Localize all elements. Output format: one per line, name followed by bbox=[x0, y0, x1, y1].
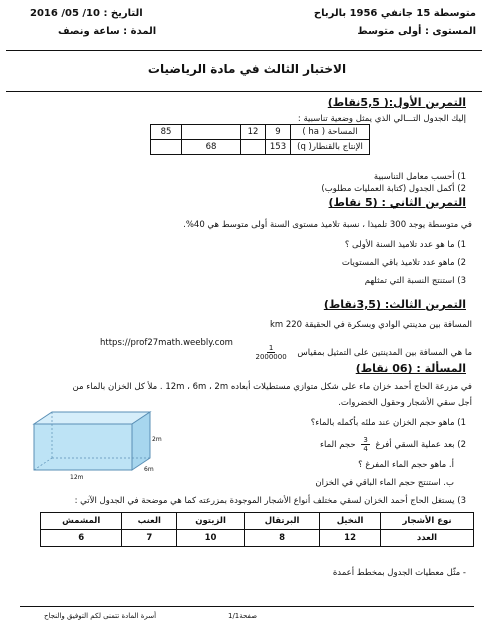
table-cell: 12 bbox=[320, 530, 381, 547]
ex1-q1: 1) أحسب معامل التناسبية bbox=[373, 172, 466, 182]
scale-fraction bbox=[255, 344, 286, 361]
ex1-q2: 2) أكمل الجدول (كتابة العمليات مطلوب) bbox=[321, 184, 466, 194]
trees-table bbox=[40, 512, 474, 547]
tank-front-face bbox=[34, 424, 132, 470]
table-row-label: الإنتاج بالقنطار( q) bbox=[291, 140, 370, 155]
fraction-three-quarters bbox=[361, 436, 369, 453]
table-row bbox=[41, 530, 474, 547]
footer-divider bbox=[20, 606, 474, 607]
table-header-cell: البرتقال bbox=[244, 513, 319, 530]
problem-q2-post: حجم الماء bbox=[320, 440, 356, 450]
table-header-cell: المشمش bbox=[41, 513, 122, 530]
table-row bbox=[151, 125, 370, 140]
ex1-intro: إليك الجدول التـــالي الذي يمثل وضعية تناسبية : bbox=[297, 114, 466, 124]
table-cell: 85 bbox=[151, 125, 182, 140]
ex1-heading: التمرين الأول:( 5,5نقاط) bbox=[327, 96, 466, 109]
table-cell bbox=[241, 140, 266, 155]
page-number: صفحة1/1 bbox=[228, 612, 258, 620]
problem-heading: المسألة : (06 نقاط) bbox=[355, 362, 466, 375]
table-cell: العدد bbox=[381, 530, 474, 547]
table-cell: 9 bbox=[266, 125, 291, 140]
fraction-denominator: 4 bbox=[363, 445, 368, 453]
table-cell: 10 bbox=[177, 530, 245, 547]
scale-denominator: 2000000 bbox=[255, 353, 287, 361]
ex2-intro: في متوسطة يوجد 300 تلميذا ، نسبة تلاميذ مستوى السنة أولى متوسط هي 40%. bbox=[183, 220, 472, 230]
ex3-heading: التمرين الثالث: (3,5نقاط) bbox=[323, 298, 466, 311]
dim-height: 2m bbox=[152, 436, 162, 443]
table-header-cell: الزيتون bbox=[177, 513, 245, 530]
problem-q2b: ب. استنتج حجم الماء الباقي في الخزان bbox=[315, 478, 454, 488]
ex3-q-text: ما هي المسافة بين المدينتين على التمثيل بمقياس bbox=[297, 348, 472, 358]
table-cell: 8 bbox=[244, 530, 319, 547]
table-cell bbox=[182, 125, 241, 140]
table-header-cell: العنب bbox=[122, 513, 177, 530]
problem-q2-pre: 2) بعد عملية السقي أفرغ bbox=[375, 440, 466, 450]
problem-q2a: أ. ماهو حجم الماء المفرغ ؟ bbox=[358, 460, 454, 470]
table-row bbox=[151, 140, 370, 155]
ex1-table bbox=[150, 124, 370, 155]
exam-duration: المدة : ساعة ونصف bbox=[58, 26, 157, 37]
problem-q3: 3) يستغل الحاج أحمد الخزان لسقي مختلف أنواع الأشجار الموجودة بمزرعته كما هي موضحة في الجدول الآتي : bbox=[74, 496, 466, 506]
problem-intro-1: في مزرعة الحاج أحمد خزان ماء على شكل متوازي مستطيلات أبعاده 12m ، 6m ، 2m . ملأ كل الخزان بالماء من bbox=[72, 382, 472, 392]
ex2-q2: 2) ماهو عدد تلاميذ باقي المستويات bbox=[341, 258, 466, 268]
problem-intro-2: أجل سقي الأشجار وحقول الخضروات. bbox=[338, 398, 472, 408]
table-cell: 6 bbox=[41, 530, 122, 547]
table-header-cell: النخيل bbox=[320, 513, 381, 530]
ex3-intro: المسافة بين مدينتي الوادي وبسكرة في الحقيقة 220 km bbox=[269, 320, 472, 330]
exam-date: التاريخ : 10/ 05/ 2016 bbox=[30, 8, 143, 19]
website-link[interactable]: https://prof27math.weebly.com bbox=[100, 338, 233, 348]
school-name: متوسطة 15 جانفي 1956 بالرباح bbox=[313, 8, 476, 19]
ex2-q1: 1) ما هو عدد تلاميذ السنة الأولى ؟ bbox=[344, 240, 466, 250]
table-row bbox=[41, 513, 474, 530]
footer-wish: أسرة المادة تتمنى لكم التوفيق والنجاح bbox=[44, 612, 157, 620]
table-cell: 12 bbox=[241, 125, 266, 140]
table-cell: 7 bbox=[122, 530, 177, 547]
table-cell bbox=[151, 140, 182, 155]
exam-title: الاختبار الثالث في مادة الرياضيات bbox=[147, 62, 347, 76]
tank-diagram bbox=[14, 410, 164, 484]
problem-q2 bbox=[320, 436, 466, 453]
ex2-heading: التمرين الثاني : (5 نقاط) bbox=[328, 196, 466, 209]
fraction-numerator: 3 bbox=[363, 436, 368, 444]
ex3-question bbox=[255, 344, 472, 361]
ex2-q3: 3) استنتج النسبة التي تمثلهم bbox=[364, 276, 466, 286]
exam-level: المستوى : أولى متوسط bbox=[357, 26, 476, 37]
scale-numerator: 1 bbox=[268, 344, 274, 352]
table-cell: 153 bbox=[266, 140, 291, 155]
dim-length: 12m bbox=[70, 474, 84, 481]
table-header-cell: نوع الأشجار bbox=[381, 513, 474, 530]
table-cell: 68 bbox=[182, 140, 241, 155]
dim-width: 6m bbox=[144, 466, 154, 473]
problem-q1: 1) ماهو حجم الخزان عند ملئه بأكمله بالماء؟ bbox=[310, 418, 466, 428]
tank-top-face bbox=[34, 412, 150, 424]
problem-last: - مثّل معطيات الجدول بمخطط أعمدة bbox=[332, 568, 466, 578]
table-row-label: المساحة ( ha ) bbox=[291, 125, 370, 140]
